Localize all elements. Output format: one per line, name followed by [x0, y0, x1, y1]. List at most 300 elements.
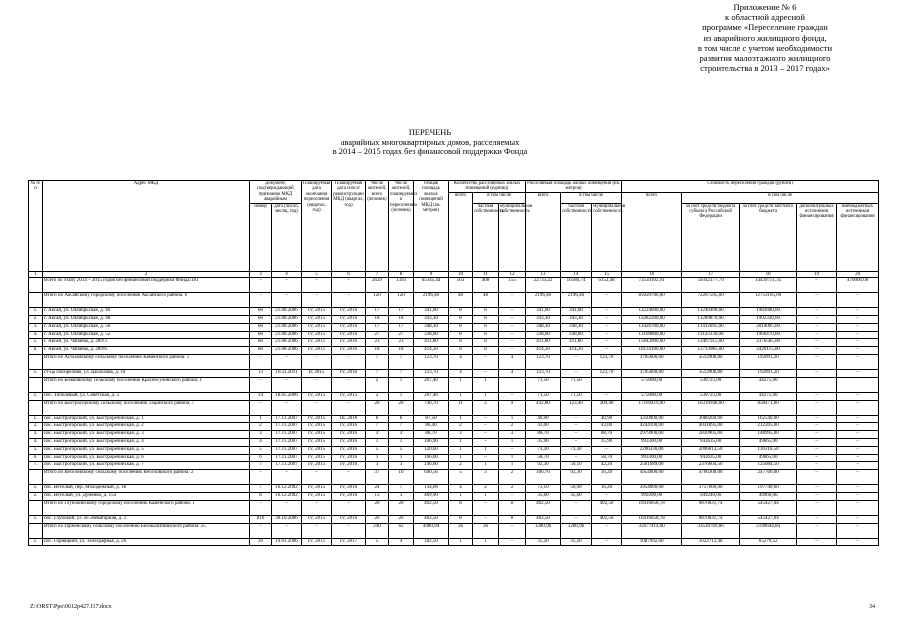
value-cell: 8: [449, 331, 473, 339]
value-cell: 2: [473, 400, 499, 415]
value-cell: 10: [389, 470, 414, 485]
value-cell: 247700,00: [740, 470, 797, 485]
value-cell: 13109800,00: [622, 331, 682, 339]
row-number-cell: [29, 470, 43, 485]
value-cell: 43,00: [592, 423, 622, 431]
value-cell: –: [561, 454, 592, 462]
value-cell: 88,70: [414, 431, 449, 439]
header-rooms-count: Количество расселяемых жилых помещений (единиц): [449, 181, 526, 193]
value-cell: 2501689,00: [622, 462, 682, 470]
value-cell: –: [499, 331, 526, 339]
value-cell: –: [499, 323, 526, 331]
value-cell: –: [561, 500, 592, 515]
value-cell: 9: [499, 400, 526, 415]
value-cell: 6н: [250, 323, 272, 331]
value-cell: –: [797, 423, 837, 431]
value-cell: 33536769,86: [682, 523, 740, 538]
value-cell: 18: [366, 347, 389, 355]
value-cell: –: [499, 293, 526, 308]
value-cell: 8: [473, 331, 499, 339]
value-cell: IV, 2016: [332, 462, 366, 470]
value-cell: 8: [499, 500, 526, 515]
column-number-cell: 2: [43, 271, 250, 278]
value-cell: –: [797, 470, 837, 485]
value-cell: 73,30: [526, 446, 561, 454]
value-cell: –: [561, 515, 592, 523]
value-cell: 49665,00: [740, 438, 797, 446]
table-row: [29, 454, 879, 462]
value-cell: 123,70: [592, 370, 622, 378]
column-number-cell: 17: [682, 271, 740, 278]
value-cell: 4244100,00: [622, 423, 682, 431]
value-cell: –: [272, 470, 302, 485]
value-cell: 37: [366, 470, 389, 485]
value-cell: IV, 2015: [302, 446, 332, 454]
value-cell: –: [473, 454, 499, 462]
value-cell: –: [837, 331, 879, 339]
value-cell: –: [250, 523, 272, 538]
value-cell: [837, 377, 879, 392]
header-doc-number: номер: [250, 203, 272, 271]
value-cell: 71,50: [526, 392, 561, 400]
value-cell: –: [837, 500, 879, 515]
header-plan-demolish: Планируемая дата сноса/ реконструкции МКД (квартал, год): [332, 181, 366, 272]
value-cell: –: [592, 392, 622, 400]
column-number-cell: 12: [499, 271, 526, 278]
value-cell: IV, 2015: [302, 438, 332, 446]
value-cell: –: [797, 538, 837, 546]
value-cell: 35677414,00: [622, 523, 682, 538]
value-cell: 40,90: [526, 415, 561, 423]
value-cell: 7: [389, 485, 414, 493]
column-number-cell: 18: [740, 271, 797, 278]
value-cell: 120: [366, 293, 389, 308]
value-cell: IV, 2016: [332, 316, 366, 324]
value-cell: 18.05.2006: [272, 392, 302, 400]
value-cell: 16.12.2002: [272, 492, 302, 500]
row-number-cell: 1.: [29, 392, 43, 400]
value-cell: 62: [389, 523, 414, 538]
value-cell: 17.11.2007: [272, 446, 302, 454]
value-cell: 6н: [250, 347, 272, 355]
value-cell: 1: [499, 462, 526, 470]
value-cell: IV, 2016: [332, 492, 366, 500]
value-cell: 106,70: [526, 470, 561, 485]
value-cell: 6: [366, 415, 389, 423]
value-cell: 13282200,00: [622, 316, 682, 324]
value-cell: 148995,00: [740, 431, 797, 439]
value-cell: 309,40: [592, 400, 622, 415]
value-cell: 73539102,91: [622, 278, 682, 293]
value-cell: 1: [366, 454, 389, 462]
value-cell: 1: [473, 377, 499, 392]
value-cell: 35,90: [526, 438, 561, 446]
subtotal-row: [29, 500, 879, 515]
value-cell: 125084,50: [740, 462, 797, 470]
value-cell: 3757060,00: [682, 485, 740, 493]
value-cell: 15843900,00: [622, 339, 682, 347]
value-cell: 17.11.2007: [272, 415, 302, 423]
value-cell: –: [837, 400, 879, 415]
value-cell: IV, 2015: [302, 538, 332, 546]
value-cell: –: [837, 323, 879, 331]
value-cell: 2206330,00: [622, 446, 682, 454]
value-cell: –: [592, 316, 622, 324]
address-cell: пос. Быстрогорский, ул. Быстроречинская, д. 7: [43, 462, 250, 470]
value-cell: –: [797, 500, 837, 515]
value-cell: –: [473, 415, 499, 423]
value-cell: 13467315,00: [682, 339, 740, 347]
value-cell: –: [250, 293, 272, 308]
value-cell: IV, 2016: [332, 454, 366, 462]
header-cost-total: всего: [622, 192, 682, 271]
value-cell: 88,70: [592, 431, 622, 439]
value-cell: 72267595,00: [682, 293, 740, 308]
value-cell: 65345,44: [414, 278, 449, 293]
value-cell: 6н: [250, 331, 272, 339]
value-cell: –: [797, 316, 837, 324]
row-number-cell: [29, 278, 43, 293]
value-cell: –: [592, 347, 622, 355]
value-cell: 44275,00: [740, 377, 797, 392]
subtotal-row: [29, 470, 879, 485]
value-cell: –: [837, 370, 879, 378]
value-cell: –: [797, 339, 837, 347]
header-cost-local: за счет средств местного бюджета: [740, 203, 797, 271]
value-cell: 35,90: [592, 438, 622, 446]
table-row: [29, 339, 879, 347]
value-cell: 5: [366, 446, 389, 454]
value-cell: 123,70: [414, 355, 449, 370]
value-cell: 162540,00: [740, 415, 797, 423]
value-cell: –: [837, 515, 879, 523]
value-cell: IV, 2015: [302, 316, 332, 324]
value-cell: 8: [473, 323, 499, 331]
value-cell: 4706300,00: [682, 470, 740, 485]
address-cell: пос. Веселый, пер. Молодежный, д. 18: [43, 485, 250, 493]
value-cell: 5: [449, 470, 473, 485]
value-cell: 3: [366, 431, 389, 439]
value-cell: 27: [389, 331, 414, 339]
header-cost-region: за счет средств бюджета субъекта Российской Федерации: [682, 203, 740, 271]
value-cell: IV, 2015: [302, 492, 332, 500]
value-cell: 35,20: [561, 538, 592, 546]
value-cell: 2140644,84: [740, 523, 797, 538]
value-cell: –: [797, 462, 837, 470]
value-cell: 1: [449, 415, 473, 423]
value-cell: 123,70: [592, 355, 622, 370]
address-cell: Итого по Глубокинскому городскому поселению Каменского района: 1: [43, 500, 250, 515]
column-number-cell: 11: [473, 271, 499, 278]
value-cell: IV, 2015: [302, 331, 332, 339]
value-cell: 1: [449, 438, 473, 446]
table-row: [29, 485, 879, 493]
value-cell: –: [561, 438, 592, 446]
value-cell: 10.11.2011: [272, 370, 302, 378]
value-cell: 166,00: [414, 454, 449, 462]
value-cell: 11: [449, 400, 473, 415]
address-cell: Итого по Быстрогорскому сельскому поселению Тацинского района: 7: [43, 400, 250, 415]
table-row: [29, 415, 879, 423]
value-cell: –: [797, 446, 837, 454]
value-cell: 341,00: [414, 308, 449, 316]
address-cell: пос. Быстрогорский, ул. Быстроречинская, д. 6: [43, 454, 250, 462]
header-document: Документ, подтверждающий признание МКД аварийным: [250, 181, 302, 204]
column-number-cell: 9: [414, 271, 449, 278]
table-row: [29, 331, 879, 339]
value-cell: 402,50: [414, 500, 449, 515]
value-cell: 4: [449, 370, 473, 378]
address-cell: г. Аксай, ул. Октябрьская, д. 46: [43, 308, 250, 316]
value-cell: 20: [366, 500, 389, 515]
value-cell: 1: [473, 446, 499, 454]
appendix-line: к областной адресной: [725, 12, 805, 23]
value-cell: 192091,20: [740, 370, 797, 378]
value-cell: –: [837, 492, 879, 500]
appendix-line: в том числе с учетом необходимости: [697, 42, 833, 53]
value-cell: 14439751,35: [740, 278, 797, 293]
value-cell: 338,00: [414, 331, 449, 339]
value-cell: –: [499, 308, 526, 316]
value-cell: 20: [366, 515, 389, 523]
value-cell: –: [797, 415, 837, 423]
value-cell: [499, 377, 526, 392]
header-cost-offbudget: внебюджетных источников финансирования: [837, 203, 879, 271]
value-cell: –: [250, 278, 272, 293]
row-number-cell: 1.: [29, 415, 43, 423]
value-cell: –: [837, 523, 879, 538]
value-cell: 21.08.2006: [272, 331, 302, 339]
value-cell: 414,20: [526, 347, 561, 355]
value-cell: –: [499, 446, 526, 454]
table-row: [29, 538, 879, 546]
value-cell: –: [499, 347, 526, 355]
value-cell: 3: [449, 431, 473, 439]
header-area: Общая площадь жилых помещений МКД (кв. метров): [414, 181, 449, 272]
value-cell: 1: [449, 492, 473, 500]
value-cell: 1: [449, 446, 473, 454]
value-cell: IV, 2015: [302, 431, 332, 439]
value-cell: 8: [473, 347, 499, 355]
value-cell: –: [837, 485, 879, 493]
value-cell: 3705000,00: [622, 370, 682, 378]
value-cell: 949240,00: [682, 492, 740, 500]
value-cell: 575000,00: [622, 392, 682, 400]
value-cell: 13713985,00: [682, 347, 740, 355]
value-cell: 341,00: [526, 308, 561, 316]
value-cell: 1022712,48: [682, 538, 740, 546]
file-path: Z:\ORST\Ppo\0612p427.f17.docx: [30, 604, 112, 610]
value-cell: 1: [389, 392, 414, 400]
value-cell: –: [797, 523, 837, 538]
value-cell: 402,50: [526, 515, 561, 523]
value-cell: 402,50: [592, 500, 622, 515]
address-cell: пос. Веселый, ул. Думенко, д. 154: [43, 492, 250, 500]
value-cell: 21.08.2006: [272, 316, 302, 324]
value-cell: 21.08.2006: [272, 308, 302, 316]
value-cell: 1: [473, 538, 499, 546]
value-cell: 6н: [250, 339, 272, 347]
value-cell: [592, 377, 622, 392]
value-cell: –: [302, 400, 332, 415]
value-cell: 640,56: [414, 470, 449, 485]
value-cell: 1393: [389, 278, 414, 293]
column-number-cell: 7: [366, 271, 389, 278]
row-number-cell: 1.: [29, 515, 43, 523]
value-cell: 16134100,00: [622, 347, 682, 355]
value-cell: –: [592, 323, 622, 331]
value-cell: 816: [250, 515, 272, 523]
value-cell: 3: [366, 462, 389, 470]
value-cell: –: [797, 400, 837, 415]
value-cell: 469,90: [414, 492, 449, 500]
value-cell: 1: [449, 538, 473, 546]
value-cell: –: [837, 538, 879, 546]
value-cell: 123,70: [414, 370, 449, 378]
appendix-line: программе «Переселение граждан: [702, 22, 828, 33]
value-cell: –: [592, 293, 622, 308]
value-cell: 6н: [250, 308, 272, 316]
value-cell: –: [592, 446, 622, 454]
value-cell: –: [272, 377, 302, 392]
value-cell: 3512908,80: [682, 355, 740, 370]
value-cell: 17: [366, 323, 389, 331]
value-cell: IV, 2015: [302, 323, 332, 331]
row-number-cell: 2.: [29, 423, 43, 431]
row-number-cell: [29, 293, 43, 308]
column-number-row: [29, 271, 879, 278]
value-cell: 17.11.2007: [272, 454, 302, 462]
value-cell: IV, 2015: [302, 339, 332, 347]
value-cell: 7: [389, 423, 414, 431]
value-cell: –: [332, 278, 366, 293]
value-cell: 993300,00: [622, 454, 682, 462]
value-cell: 2: [366, 377, 389, 392]
value-cell: 18: [389, 347, 414, 355]
value-cell: –: [797, 515, 837, 523]
row-number-cell: 6.: [29, 347, 43, 355]
value-cell: –: [250, 377, 272, 392]
value-cell: 192091,20: [740, 355, 797, 370]
value-cell: –: [302, 523, 332, 538]
value-cell: 8: [499, 515, 526, 523]
header-num: № п/п: [29, 181, 43, 272]
value-cell: 44275,00: [740, 392, 797, 400]
value-cell: 2830905,00: [682, 431, 740, 439]
value-cell: 8: [449, 339, 473, 347]
value-cell: 3: [499, 431, 526, 439]
value-cell: 36: [473, 523, 499, 538]
value-cell: 999200,00: [622, 492, 682, 500]
value-cell: 2979900,00: [622, 431, 682, 439]
table-body: [29, 278, 879, 546]
value-cell: 18: [366, 316, 389, 324]
value-cell: 575000,00: [622, 377, 682, 392]
value-cell: 16580,74: [561, 278, 592, 293]
value-cell: 470000,00: [837, 278, 879, 293]
address-cell: г. Аксай, ул. Октябрьская, д. 52: [43, 331, 250, 339]
value-cell: –: [332, 377, 366, 392]
value-cell: 1: [473, 492, 499, 500]
header-cost: Стоимость переселения граждан (рублей): [622, 181, 879, 193]
value-cell: 1: [473, 462, 499, 470]
value-cell: 5: [366, 538, 389, 546]
value-cell: –: [797, 355, 837, 370]
table-row: [29, 462, 879, 470]
value-cell: 22733,22: [526, 278, 561, 293]
document-subtitle-line-1: аварийных многоквартирных домов, расселяемых: [340, 137, 520, 147]
value-cell: –: [272, 500, 302, 515]
subtotal-row: [29, 278, 879, 293]
subtotal-row: [29, 355, 879, 370]
value-cell: –: [302, 293, 332, 308]
value-cell: –: [561, 355, 592, 370]
value-cell: 48: [449, 293, 473, 308]
value-cell: 50,10: [561, 462, 592, 470]
value-cell: 30.10.2006: [272, 515, 302, 523]
value-cell: 348,30: [561, 323, 592, 331]
value-cell: 411,80: [561, 339, 592, 347]
address-cell: пос. Быстрогорский, ул. Быстроречинская, д. 1: [43, 415, 250, 423]
value-cell: –: [837, 339, 879, 347]
value-cell: 943635,00: [682, 454, 740, 462]
value-cell: 3: [250, 431, 272, 439]
value-cell: 27: [366, 331, 389, 339]
header-area-total: всего: [526, 192, 561, 271]
value-cell: –: [250, 400, 272, 415]
value-cell: –: [797, 323, 837, 331]
value-cell: –: [592, 331, 622, 339]
value-cell: –: [592, 538, 622, 546]
column-number-cell: 1: [29, 271, 43, 278]
table-row: [29, 392, 879, 400]
address-cell: г. Аксай, ул. Октябрьская, д. 50: [43, 323, 250, 331]
value-cell: –: [302, 278, 332, 293]
appendix-block: [645, 2, 885, 73]
value-cell: –: [272, 523, 302, 538]
value-cell: 1: [250, 415, 272, 423]
subtotal-row: [29, 523, 879, 538]
value-cell: 1983600,00: [740, 308, 797, 316]
value-cell: IV, 2015: [302, 485, 332, 493]
value-cell: 432,80: [526, 400, 561, 415]
value-cell: 545427,04: [740, 500, 797, 515]
subtotal-row: [29, 377, 879, 392]
value-cell: IV, 2016: [332, 431, 366, 439]
value-cell: 338,00: [561, 331, 592, 339]
value-cell: –: [473, 355, 499, 370]
header-rooms-private: частная собственность: [473, 203, 499, 271]
value-cell: –: [250, 355, 272, 370]
value-cell: 1: [449, 454, 473, 462]
value-cell: –: [561, 431, 592, 439]
value-cell: –: [837, 293, 879, 308]
value-cell: 1: [449, 377, 473, 392]
value-cell: 58,70: [526, 454, 561, 462]
value-cell: 71,50: [526, 377, 561, 392]
value-cell: IV, 2015: [302, 423, 332, 431]
value-cell: 9870631,74: [682, 515, 740, 523]
address-cell: пос. Горняцкий, ул. Телеграфная, д. 26: [43, 538, 250, 546]
value-cell: IV, 2016: [332, 446, 366, 454]
value-cell: 8: [449, 347, 473, 355]
value-cell: 43,00: [526, 423, 561, 431]
value-cell: 20: [389, 500, 414, 515]
value-cell: 182,50: [414, 538, 449, 546]
value-cell: IV, 2016: [332, 515, 366, 523]
column-number-cell: 6: [332, 271, 366, 278]
value-cell: 85020700,00: [622, 293, 682, 308]
